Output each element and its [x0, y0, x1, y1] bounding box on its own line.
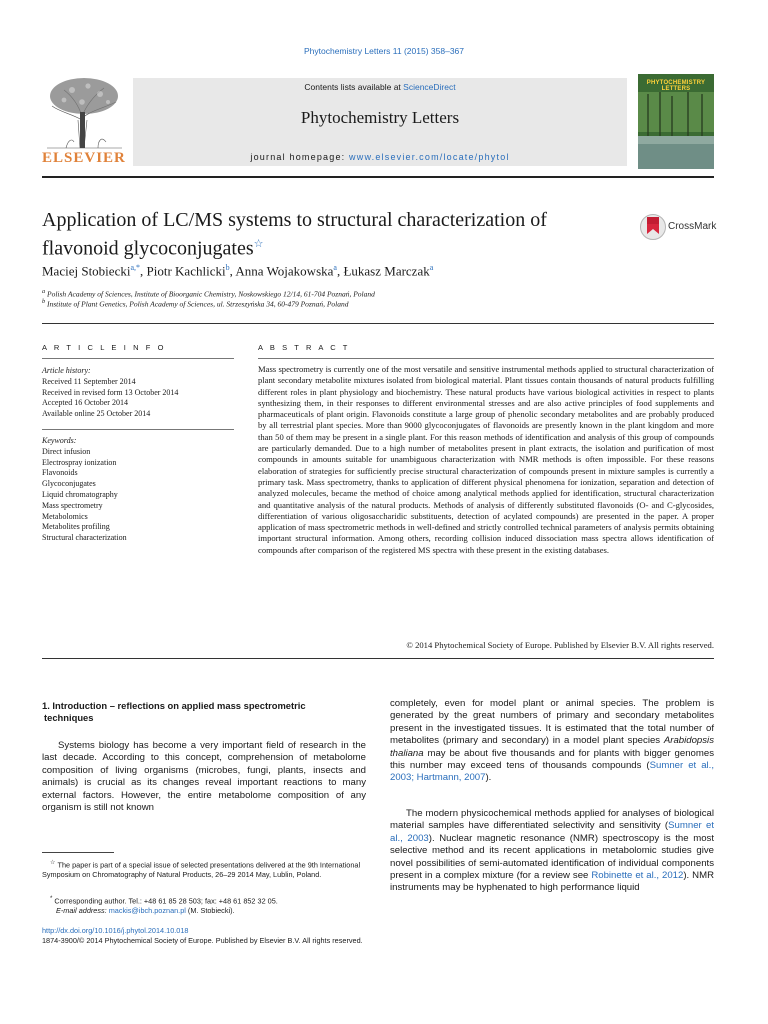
keyword: Direct infusion — [42, 446, 91, 456]
keyword: Mass spectrometry — [42, 500, 103, 510]
title-line-2: flavonoid glycoconjugates — [42, 237, 254, 260]
author-sep: , — [140, 263, 147, 279]
journal-citation[interactable]: Phytochemistry Letters 11 (2015) 358–367 — [303, 46, 465, 56]
contents-prefix: Contents lists available at — [304, 82, 404, 92]
abstract-rule — [258, 358, 714, 359]
footnote-1 — [42, 858, 366, 880]
email-link[interactable]: mackis@ibch.poznan.pl — [108, 906, 186, 916]
author-4-affil[interactable]: a — [429, 263, 434, 272]
author-1[interactable]: Maciej Stobiecki — [42, 263, 131, 279]
keyword: Glycoconjugates — [42, 479, 96, 489]
author-2-affil[interactable]: b — [225, 263, 230, 272]
homepage-link[interactable]: www.elsevier.com/locate/phytol — [349, 152, 510, 162]
affiliation-text: Institute of Plant Genetics, Polish Academy of Sciences, ul. Strzeszyńska 34, 60-479 Poznań, Poland — [47, 299, 349, 309]
contents-available-line — [133, 82, 627, 92]
text-run: The modern physicochemical methods applied for analyses of biological material samples have differentiated selectivity and sensitivity ( — [390, 808, 714, 832]
author-sep: , — [336, 263, 344, 279]
footnote-star: ☆ — [50, 859, 56, 866]
keywords-block — [42, 436, 232, 544]
article-info-rule — [42, 358, 234, 359]
section-rule — [42, 323, 714, 324]
footnote-text: The paper is part of a special issue of selected presentations delivered at the 9th International Symposium on Chromatography of Natural Products, 26–29 2014 May, Lublin, Poland. — [42, 860, 361, 880]
reference-link[interactable]: Robinette et al., 2012 — [591, 870, 684, 882]
author-sep: , — [229, 263, 236, 279]
keywords-label: Keywords: — [42, 436, 77, 445]
article-history — [42, 366, 232, 420]
keyword: Flavonoids — [42, 468, 78, 478]
keyword: Metabolites profiling — [42, 522, 110, 532]
right-column-paragraph-1 — [390, 698, 714, 785]
keyword: Liquid chromatography — [42, 489, 118, 499]
abstract-text: Mass spectrometry is currently one of the most versatile and sensitive instrumental methods applied to structural characterization of plant secondary metabolite mixtures isolated from biological material. Plant tissues contain thousands of natural products fulfilling different roles in plant physiology and biochemistry. These natural products have various biological activities in respect to plants synthesizing them, in their responses to different environmental stresses and are also active principles of food supplements and pharmaceuticals of plant origin. Flavonoids constitute a large group of phenolic secondary metabolites and are probably produced by all terrestrial plant species. More than 9000 glycoconjugates of flavonoids are presently known in the plant kingdom and more than 50 of them may be present in a single plant. For this reason methods of identification and analysis of this group of compounds are particularly demanded. Due to a high number of metabolites present in plant extracts, the isolation and purification of most compounds in amounts suitable for unambiguous characterization with NMR methods is often impossible. For these reasons elaboration of strategies for sufficiently precise structural characterization of compounds present in mixture samples is currently a primary task. Mass spectrometry, thanks to application of different physical phenomena for ionization, separation and detection of analyzed molecules, became the method of choice among analytical methods applied for identification, structural characterization and quantitative analysis of the natural products. Methods of analysis of differently substituted flavonoids (O- and C-glycosides, differentiation of various oligosaccharidic substituents, detection of acylated compounds) are presented in the paper. A proper application of mass spectrometric methods in well-defined and strictly controlled technical parameters of analysis permits obtaining important structural information. Among others, recording collision induced dissociation mass spectra allows identification of compounds after comparison of the registered MS spectra with these present in the existing databases. — [258, 364, 714, 555]
footnote-2 — [42, 894, 374, 916]
section-heading-line: techniques — [44, 712, 94, 723]
keyword: Electrospray ionization — [42, 457, 117, 467]
intro-paragraph-1: Systems biology has become a very important field of research in the last decade. According to this concept, comprehension of metabolome composition of living organisms (microbes, fungi, plants, insects and animals) is crucial as its changes reveal important reactions to many external factors. However, the entire metabolome composition of any organism is still not known — [42, 740, 366, 814]
doi-block — [42, 926, 714, 946]
text-run: ). Nuclear magnetic resonance (NMR) spectroscopy is the most selective method and its recent applications in metabolomic studies give novel possibilities of semi-automated identification of individual components present in a complex mixture (for a review see — [390, 832, 714, 882]
cover-title: PHYTOCHEMISTRY LETTERS — [646, 80, 706, 92]
author-3-affil[interactable]: a — [333, 263, 337, 272]
right-column-paragraph-2 — [390, 808, 714, 895]
text-run: ). — [485, 772, 492, 784]
doi-link[interactable]: http://dx.doi.org/10.1016/j.phytol.2014.10.018 — [42, 926, 189, 935]
author-4[interactable]: Łukasz Marczak — [343, 263, 430, 279]
author-3[interactable]: Anna Wojakowska — [235, 263, 334, 279]
affiliation-a — [42, 288, 642, 299]
history-item: Received 11 September 2014 — [42, 376, 136, 386]
abstract-copyright: © 2014 Phytochemical Society of Europe. Published by Elsevier B.V. All rights reserved. — [406, 640, 714, 650]
history-label: Article history: — [42, 366, 91, 375]
history-item: Received in revised form 13 October 2014 — [42, 387, 179, 397]
affiliation-mark: a — [42, 288, 46, 295]
header-rule — [42, 176, 714, 178]
title-line-1: Application of LC/MS systems to structural characterization of — [42, 209, 547, 231]
crossmark-badge[interactable] — [640, 212, 720, 242]
article-info-label: A R T I C L E I N F O — [42, 343, 167, 352]
author-1-corresponding[interactable]: * — [136, 263, 141, 272]
footnote-text: Corresponding author. Tel.: +48 61 85 28 503; fax: +48 61 852 32 05. — [54, 896, 278, 906]
text-run: ). NMR instruments may be hyphenated to high performance liquid — [390, 870, 715, 894]
journal-name: Phytochemistry Letters — [300, 108, 460, 127]
keyword: Metabolomics — [42, 511, 88, 521]
affiliation-text: Polish Academy of Sciences, Institute of Bioorganic Chemistry, Noskowskiego 12/14, 61-704 Poznań, Poland — [47, 289, 375, 299]
history-item: Available online 25 October 2014 — [42, 409, 151, 419]
journal-homepage-line — [133, 152, 627, 162]
species-name: Arabidopsis thaliana — [390, 735, 714, 759]
title-footnote-star[interactable]: ☆ — [253, 238, 264, 250]
journal-cover-thumbnail[interactable] — [638, 74, 714, 169]
footnote-separator — [42, 852, 114, 853]
section-1-heading — [42, 700, 372, 724]
issn-line: 1874-3900/© 2014 Phytochemical Society of Europe. Published by Elsevier B.V. All rights reserved. — [42, 936, 363, 945]
keyword: Structural characterization — [42, 533, 127, 543]
author-list — [42, 263, 642, 279]
text-run: may be about five thousands and for plants with bigger genomes this number may exceed tens of thousands compounds ( — [390, 747, 714, 772]
author-1-affil[interactable]: a, — [130, 263, 137, 272]
footnote-asterisk: * — [50, 895, 53, 902]
reference-link[interactable]: Sumner et al., 2003; Hartmann, 2007 — [390, 760, 714, 784]
email-label: E-mail address: — [56, 906, 109, 916]
reference-link[interactable]: Sumner et al., 2003 — [390, 820, 714, 844]
crossmark-label: CrossMark — [668, 221, 717, 232]
homepage-prefix: journal homepage: — [250, 152, 350, 162]
abstract-label: A B S T R A C T — [258, 343, 350, 352]
publisher-wordmark: ELSEVIER — [42, 150, 126, 166]
author-2[interactable]: Piotr Kachlicki — [146, 263, 226, 279]
email-suffix: (M. Stobiecki). — [185, 906, 235, 916]
sciencedirect-link[interactable]: ScienceDirect — [403, 82, 456, 92]
article-title — [42, 208, 612, 261]
abstract-end-rule — [42, 658, 714, 659]
affiliation-mark: b — [42, 298, 46, 305]
history-item: Accepted 16 October 2014 — [42, 398, 128, 408]
affiliation-b — [42, 298, 642, 309]
section-heading-line: 1. Introduction – reflections on applied mass spectrometric — [42, 700, 306, 711]
history-rule — [42, 429, 234, 430]
text-run: completely, even for model plant or animal species. The problem is generated by the great numbers of primary and secondary metabolites present in the investigated tissues. It is estimated that the total number of metabolites (primary and secondary) in a model plant species — [390, 698, 714, 747]
